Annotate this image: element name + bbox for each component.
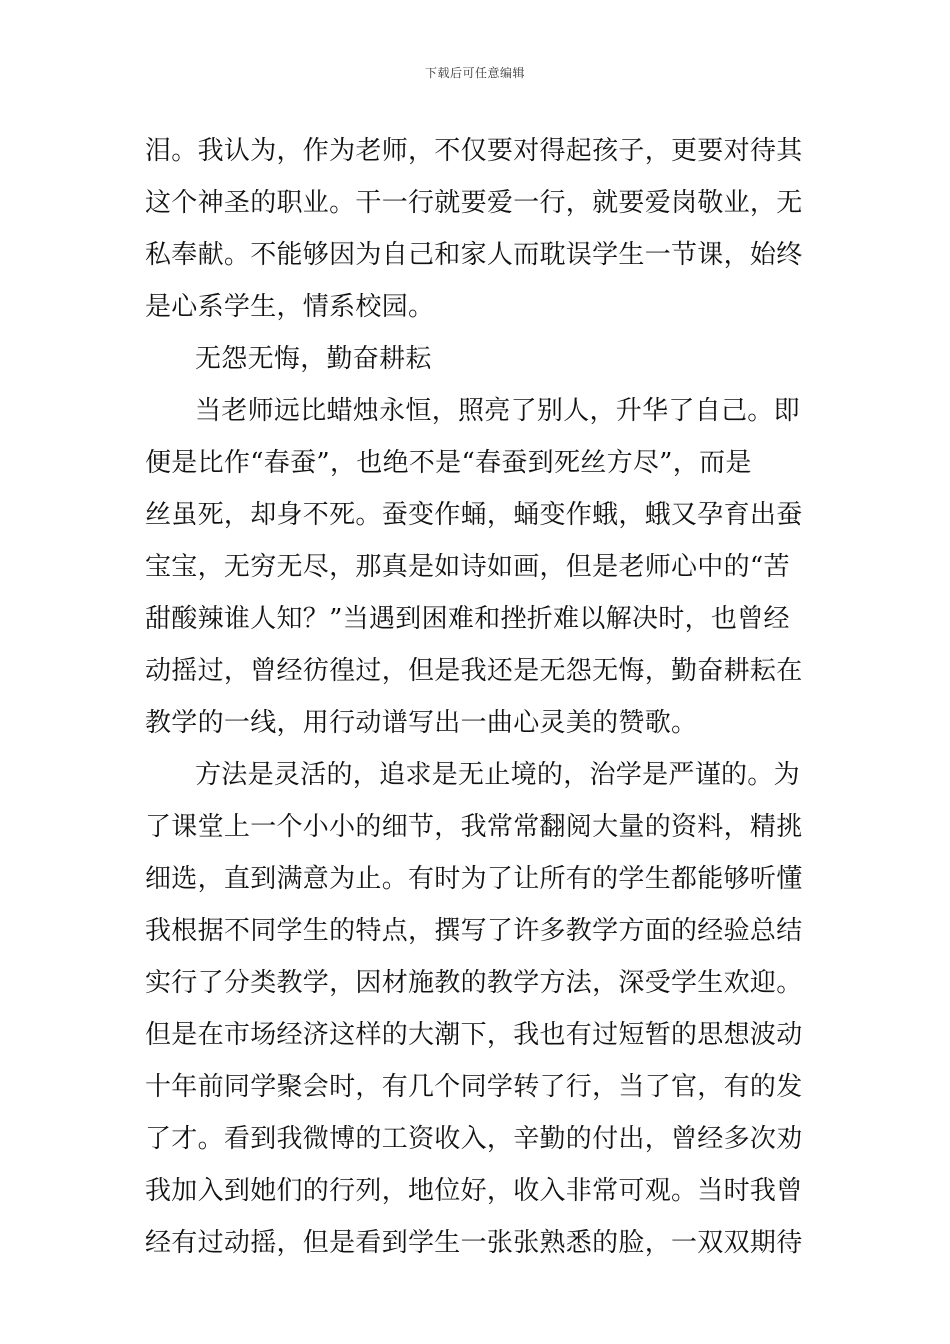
text-line: 我加入到她们的行列，地位好，收入非常可观。当时我曾: [145, 1176, 803, 1206]
text-line: 当老师远比蜡烛永恒，照亮了别人，升华了自己。即: [195, 396, 800, 426]
text-line: 实行了分类教学，因材施教的教学方法，深受学生欢迎。: [145, 968, 803, 998]
text-line: 我根据不同学生的特点，撰写了许多教学方面的经验总结: [145, 916, 803, 946]
text-line: 教学的一线，用行动谱写出一曲心灵美的赞歌。: [145, 708, 698, 738]
text-line: 宝宝，无穷无尽，那真是如诗如画，但是老师心中的“苦: [145, 552, 790, 582]
text-line: 细选，直到满意为止。有时为了让所有的学生都能够听懂: [145, 864, 803, 894]
text-line: 是心系学生，情系校园。: [145, 292, 435, 322]
text-line: 了课堂上一个小小的细节，我常常翻阅大量的资料，精挑: [145, 812, 803, 842]
text-line: 便是比作“春蚕”，也绝不是“春蚕到死丝方尽”，而是: [145, 448, 752, 478]
text-line: 了才。看到我微博的工资收入，辛勤的付出，曾经多次劝: [145, 1124, 803, 1154]
text-line: 方法是灵活的，追求是无止境的，治学是严谨的。为: [195, 760, 800, 790]
text-line: 私奉献。不能够因为自己和家人而耽误学生一节课，始终: [145, 240, 803, 270]
page-header: 下载后可任意编辑: [424, 66, 525, 80]
text-line: 丝虽死，却身不死。蚕变作蛹，蛹变作蛾，蛾又孕育出蚕: [145, 500, 803, 530]
document-body: [145, 125, 810, 1269]
text-line: 泪。我认为，作为老师，不仅要对得起孩子，更要对待其: [145, 136, 803, 166]
text-line: 无怨无悔，勤奋耕耘: [195, 344, 432, 374]
text-line: 这个神圣的职业。干一行就要爱一行，就要爱岗敬业，无: [145, 188, 803, 218]
text-line: 甜酸辣谁人知？”当遇到困难和挫折难以解决时，也曾经: [145, 604, 790, 634]
text-line: 十年前同学聚会时，有几个同学转了行，当了官，有的发: [145, 1072, 803, 1102]
text-line: 经有过动摇，但是看到学生一张张熟悉的脸，一双双期待: [145, 1228, 803, 1258]
text-line: 但是在市场经济这样的大潮下，我也有过短暂的思想波动: [145, 1020, 803, 1050]
text-line: 动摇过，曾经彷徨过，但是我还是无怨无悔，勤奋耕耘在: [145, 656, 803, 686]
